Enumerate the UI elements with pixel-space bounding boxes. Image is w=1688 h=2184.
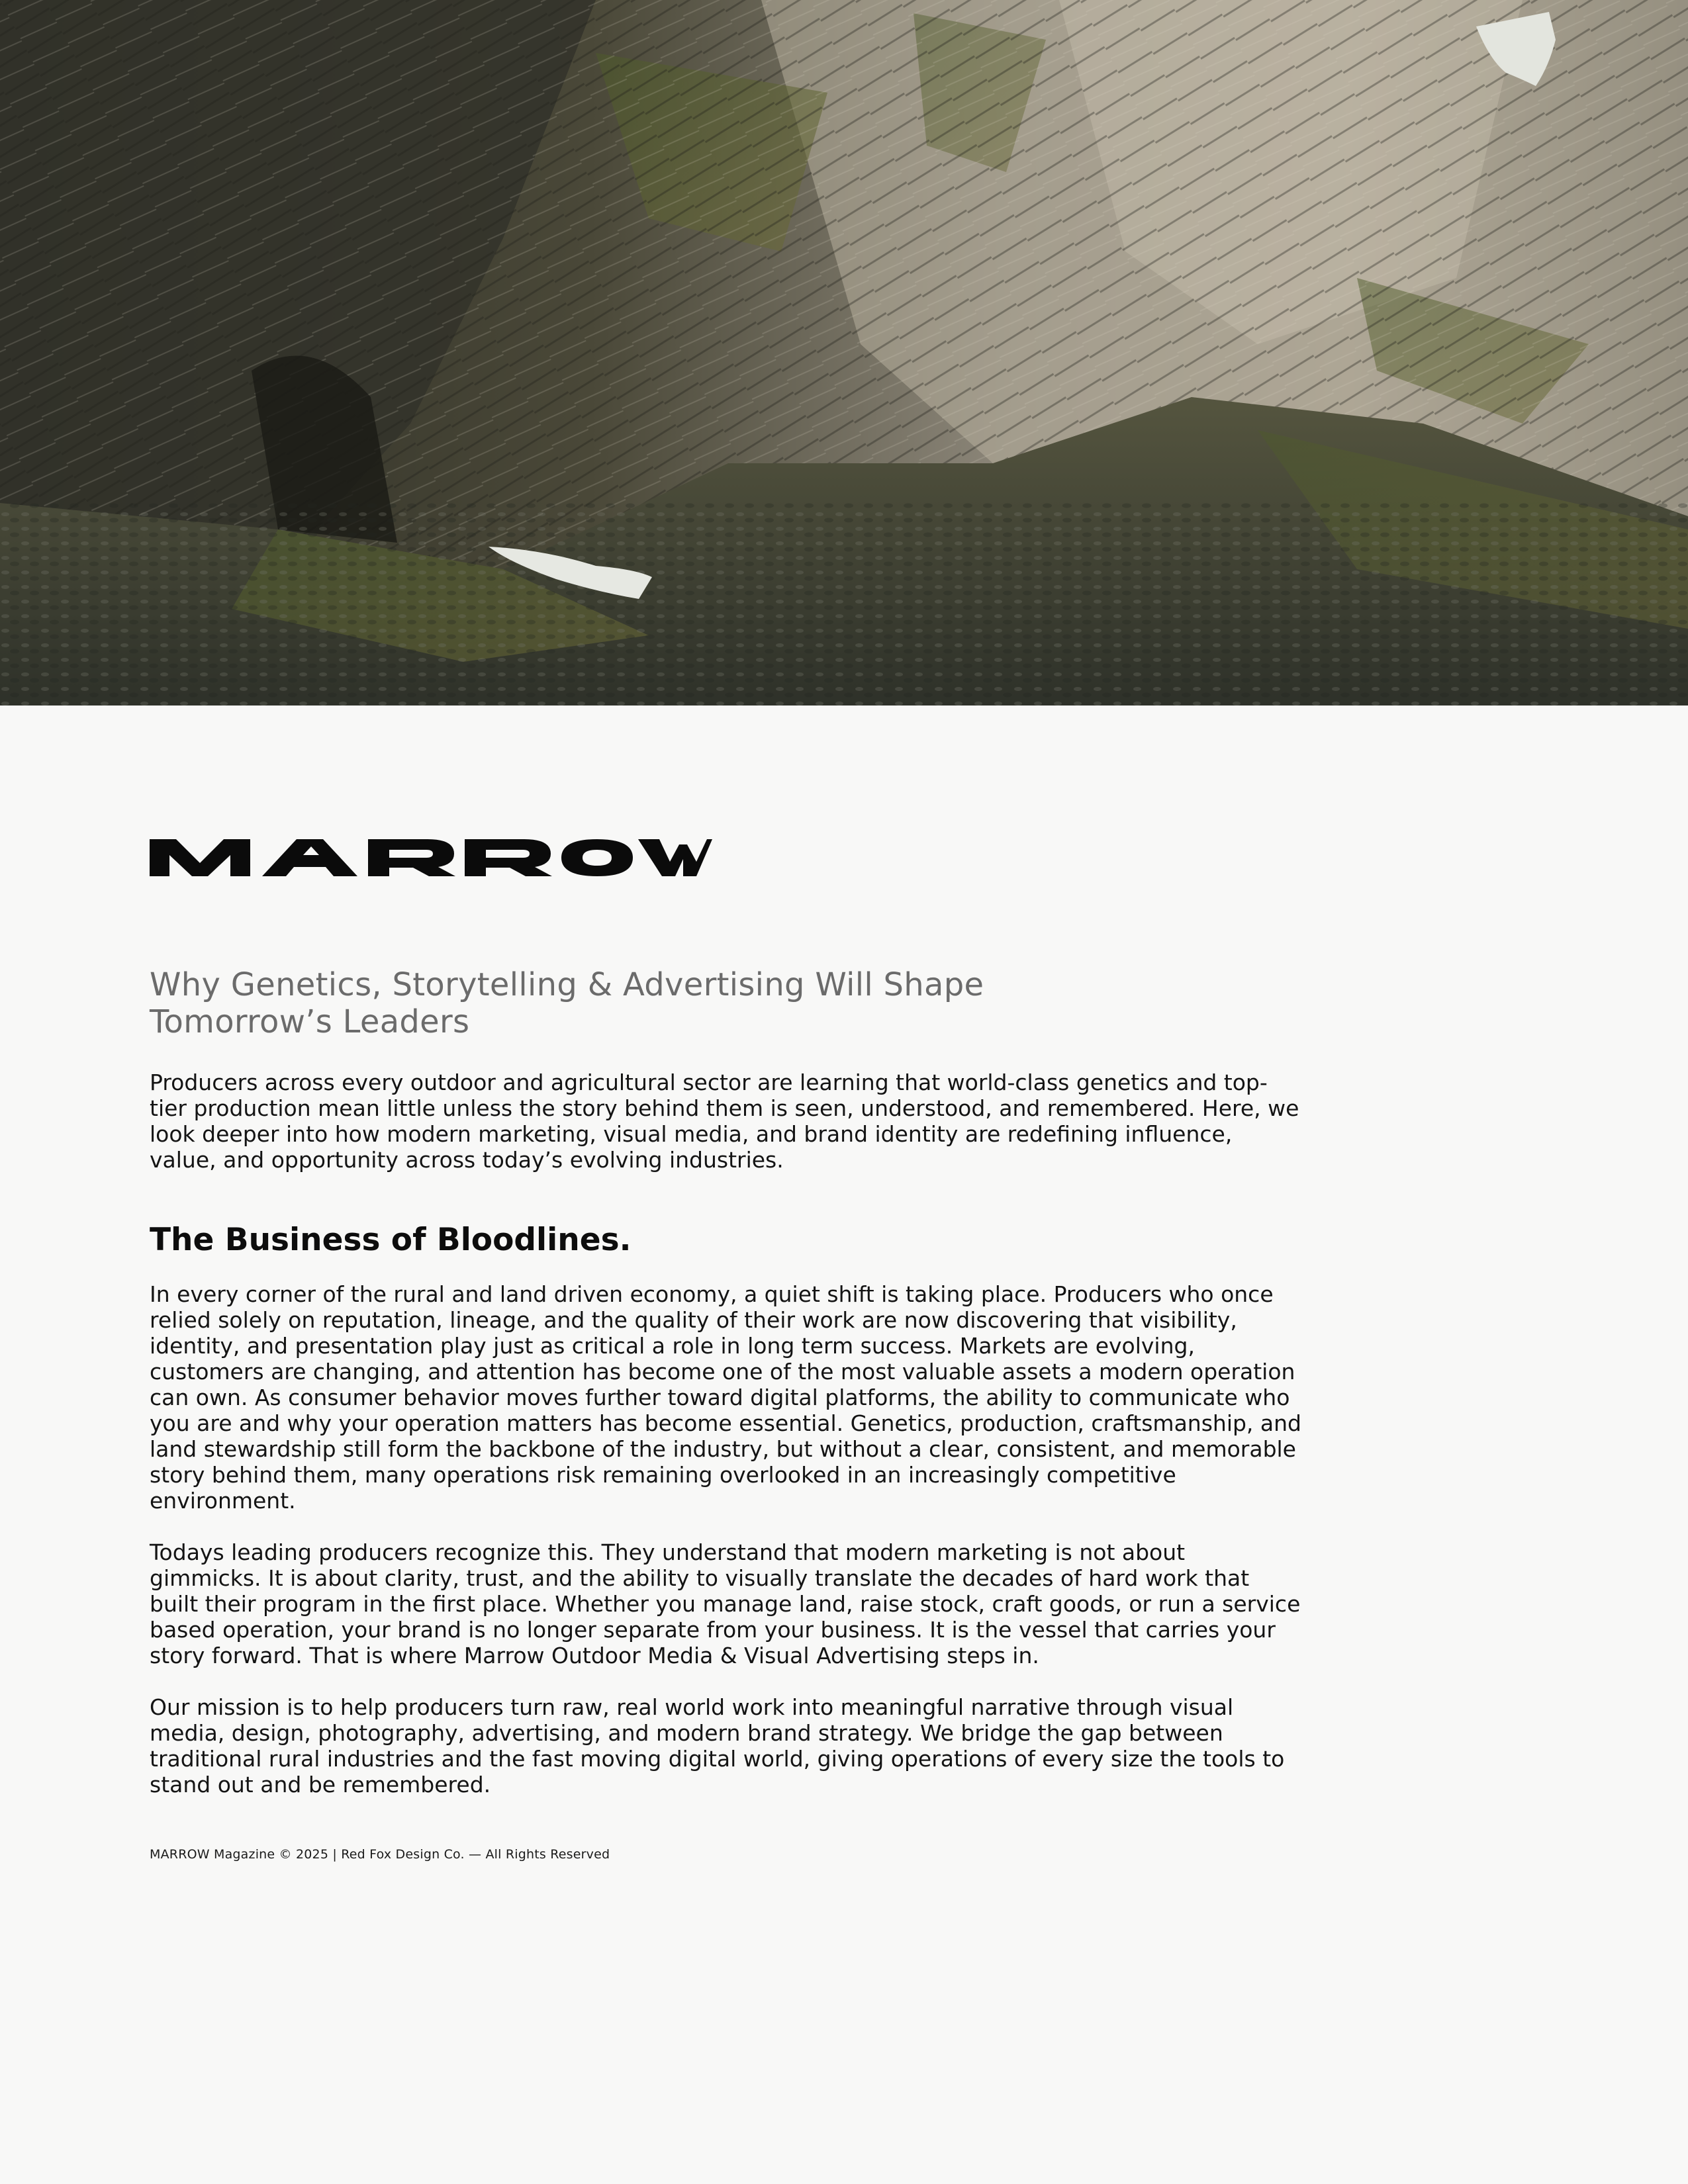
article — [150, 835, 1301, 1862]
mountain-cliff-photo — [0, 0, 1688, 705]
hero-photo — [0, 0, 1688, 705]
footer-copyright: MARROW Magazine © 2025 | Red Fox Design Co. — All Rights Reserved — [150, 1847, 610, 1862]
marrow-logo — [150, 835, 712, 876]
article-intro: Producers across every outdoor and agricultural sector are learning that world-class genetics and top-tier production mean little unless the story behind them is seen, understood, and remembered. Here, we look deeper into how modern marketing, visual media, and brand identity are redefining influence, value, and opportunity across today’s evolving industries. — [150, 1069, 1299, 1173]
article-subtitle: Why Genetics, Storytelling & Advertising Will Shape Tomorrow’s Leaders — [150, 966, 984, 1040]
body-paragraph: Todays leading producers recognize this. They understand that modern marketing is not about gimmicks. It is about clarity, trust, and the ability to visually translate the decades of hard work that built their program in the first place. Whether you manage land, raise stock, craft goods, or run a service based operation, your brand is no longer separate from your business. It is the vessel that carries your story forward. That is where Marrow Outdoor Media & Visual Advertising steps in. — [150, 1539, 1301, 1668]
body-paragraph: In every corner of the rural and land driven economy, a quiet shift is taking place. Producers who once relied solely on reputation, lineage, and the quality of their work are now discovering that visibility, identity, and presentation play just as critical a role in long term success. Markets are evolving, customers are changing, and attention has become one of the most valuable assets a modern operation can own. As consumer behavior moves further toward digital platforms, the ability to communicate who you are and why your operation matters has become essential. Genetics, production, craftsmanship, and land stewardship still form the backbone of the industry, but without a clear, consistent, and memorable story behind them, many operations risk remaining overlooked in an increasingly competitive environment. — [150, 1281, 1301, 1514]
body-paragraph: Our mission is to help producers turn raw, real world work into meaningful narrative through visual media, design, photography, advertising, and modern brand strategy. We bridge the gap between traditional rural industries and the fast moving digital world, giving operations of every size the tools to stand out and be remembered. — [150, 1694, 1285, 1797]
section-heading: The Business of Bloodlines. — [150, 1222, 632, 1258]
